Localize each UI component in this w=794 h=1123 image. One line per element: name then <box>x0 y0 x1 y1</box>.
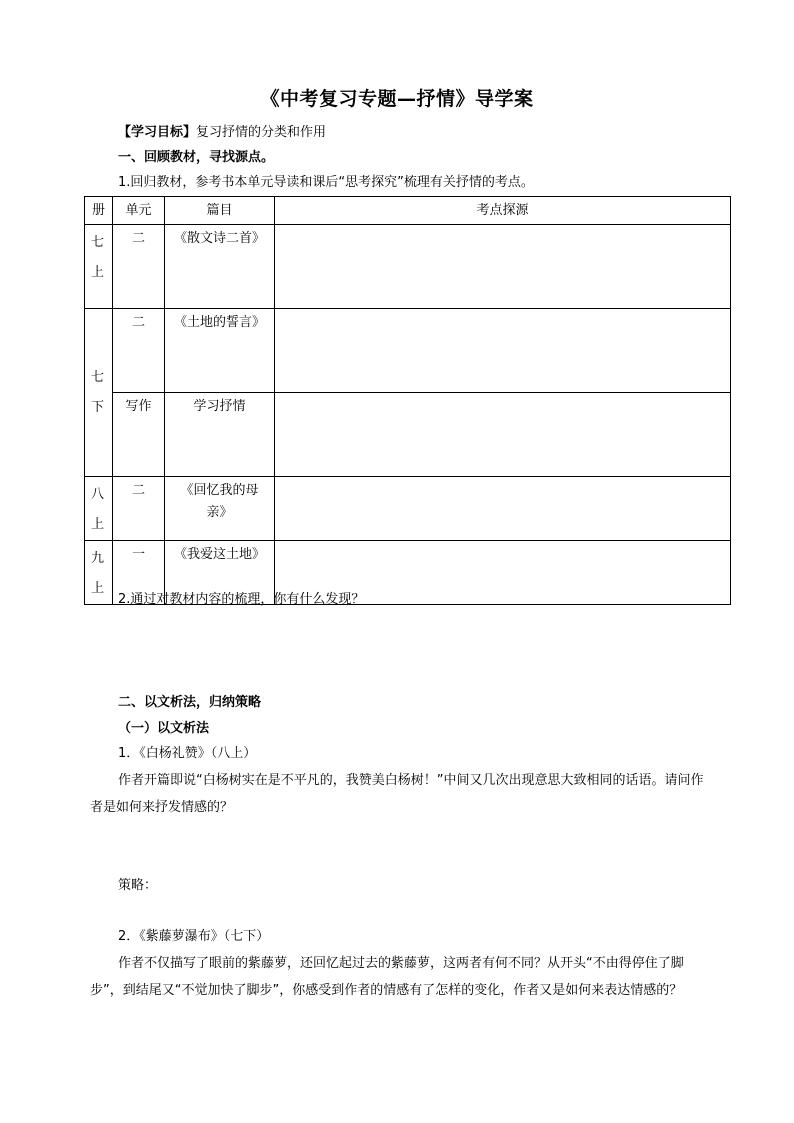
cell-source[interactable] <box>275 393 731 477</box>
cell-unit: 二 <box>113 309 165 393</box>
question2-label: 2．《紫藤萝瀑布》（七下） <box>118 929 270 944</box>
cell-source[interactable] <box>275 477 731 541</box>
cell-title: 《散文诗二首》 <box>165 225 275 309</box>
cell-source[interactable] <box>275 309 731 393</box>
cell-book: 八上 <box>85 477 113 541</box>
header-source: 考点探源 <box>275 197 731 225</box>
section1-item2: 2.通过对教材内容的梳理，你有什么发现？ <box>118 592 365 607</box>
page-title: 《中考复习专题—抒情》导学案 <box>260 88 534 110</box>
cell-unit: 写作 <box>113 393 165 477</box>
cell-unit: 二 <box>113 225 165 309</box>
review-table <box>84 196 731 605</box>
table-row <box>85 393 731 477</box>
strategy-label: 策略： <box>118 878 158 893</box>
table-row <box>85 477 731 541</box>
section2-sub1: （一）以文析法 <box>118 721 210 736</box>
cell-unit: 二 <box>113 477 165 541</box>
question1-text: 作者开篇即说“白杨树实在是不平凡的，我赞美白杨树！”中间又几次出现意思大致相同的话语。请问作者是如何来抒发情感的？ <box>90 773 704 815</box>
cell-title: 《我爱这土地》 <box>165 541 275 605</box>
cell-unit: 一 <box>113 541 165 605</box>
question1-label: 1．《白杨礼赞》（八上） <box>118 746 257 761</box>
objective-text: 复习抒情的分类和作用 <box>196 125 327 140</box>
section2-heading: 二、以文析法，归纳策略 <box>118 695 262 710</box>
header-title: 篇目 <box>165 197 275 225</box>
table-header-row <box>85 197 731 225</box>
question2-text: 作者不仅描写了眼前的紫藤萝，还回忆起过去的紫藤萝，这两者有何不同？从开头“不由得停住了脚步”，到结尾又“不觉加快了脚步”，你感受到作者的情感有了怎样的变化，作者又是如何来表达情感的？ <box>90 956 684 998</box>
cell-source[interactable] <box>275 225 731 309</box>
cell-title: 《土地的誓言》 <box>165 309 275 393</box>
cell-book: 七上 <box>85 225 113 309</box>
objective-label: 【学习目标】 <box>118 125 197 140</box>
section1-item1: 1.回归教材，参考书本单元导读和课后“思考探究”梳理有关抒情的考点。 <box>118 175 534 190</box>
header-book: 册 <box>85 197 113 225</box>
table-row <box>85 309 731 393</box>
cell-book: 九上 <box>85 541 113 605</box>
header-unit: 单元 <box>113 197 165 225</box>
learning-objective <box>118 124 326 142</box>
table-row <box>85 225 731 309</box>
cell-title: 《回忆我的母亲》 <box>165 477 275 541</box>
cell-book: 七下 <box>85 309 113 477</box>
cell-title: 学习抒情 <box>165 393 275 477</box>
section1-heading: 一、回顾教材，寻找源点。 <box>118 150 275 165</box>
